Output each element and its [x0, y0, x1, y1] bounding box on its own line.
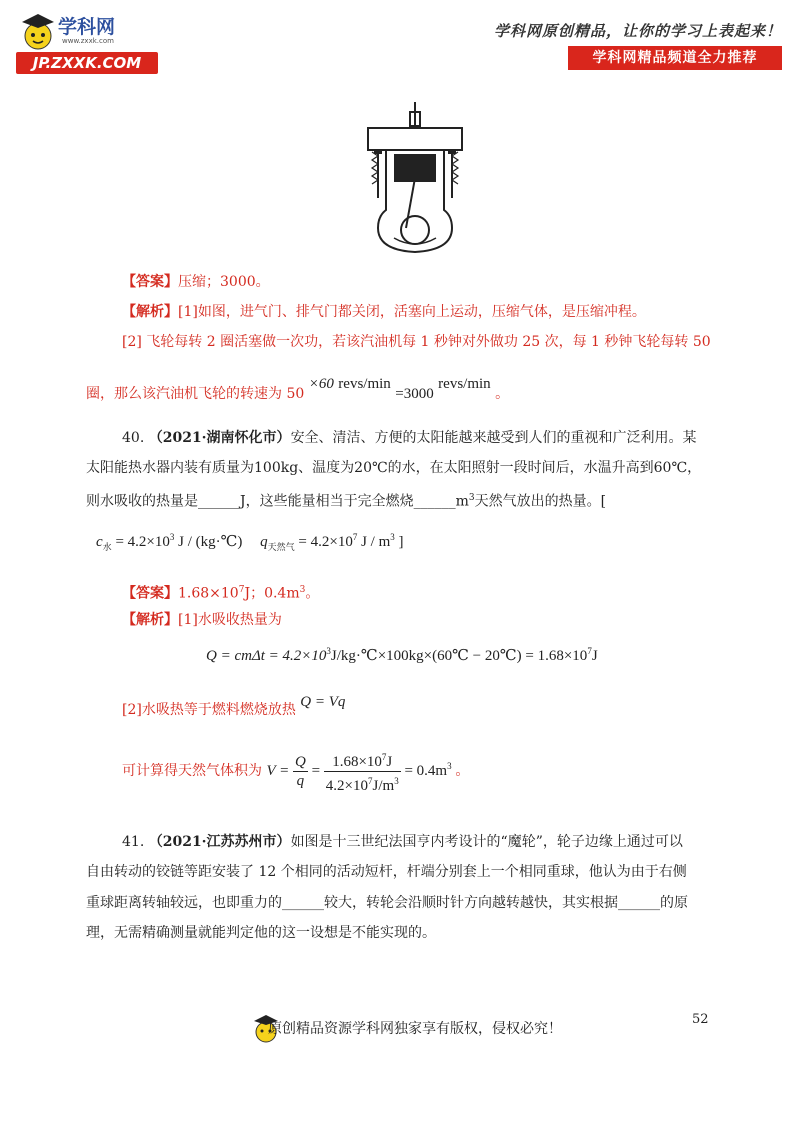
- q41-line-3: 重球距离转轴较远，也即重力的______较大，转轮会沿顺时针方向越转越快，其实根据______的原: [86, 895, 688, 911]
- answer-tag: 【答案】: [122, 585, 178, 602]
- answer-period: 。: [305, 585, 320, 602]
- formula-v-lhs: V =: [266, 763, 290, 779]
- given-c: c: [96, 534, 103, 550]
- frac-den-2-exp: 7: [368, 776, 373, 787]
- analysis-2-text: [2]水吸热等于燃料燃烧放热: [122, 702, 296, 718]
- analysis-text: [1]水吸收热量为: [178, 612, 282, 628]
- answer-exp-1: 7: [238, 585, 245, 595]
- frac-den-2-unit: J/m: [372, 778, 395, 795]
- q40-line-3a: 则水吸收的热量是______J，这些能量相当于完全燃烧______m: [86, 493, 469, 510]
- formula-q-exp-2: 7: [587, 646, 592, 656]
- answer-exp-2: 3: [299, 585, 306, 595]
- answer-value-1: 1.68×10: [178, 585, 239, 602]
- formula-q-start: Q = cmΔt = 4.2×10: [206, 648, 327, 664]
- formula-q-mid: J/kg·℃×100kg×(60℃ − 20℃) = 1.68×10: [330, 648, 588, 664]
- frac-den-2-unit-exp: 3: [394, 776, 399, 787]
- q40-analysis-3: [122, 746, 469, 795]
- fraction-q-over-q: [293, 753, 308, 790]
- question-source: （2021·江苏苏州市）: [148, 834, 291, 850]
- period: 。: [455, 763, 470, 779]
- q39-analysis-1: [122, 302, 646, 322]
- formula-unit-1: revs/min: [338, 376, 391, 392]
- period: 。: [495, 386, 510, 402]
- q39-answer: [122, 272, 270, 292]
- frac-den-2: [324, 772, 401, 795]
- question-source: （2021·湖南怀化市）: [148, 430, 291, 446]
- answer-text: 压缩；3000。: [178, 274, 270, 290]
- given-c-unit: J / (kg·℃): [178, 534, 243, 550]
- given-c-exp: 3: [169, 532, 175, 542]
- formula-result: =3000: [395, 386, 434, 402]
- formula-v-result: = 0.4m: [404, 763, 448, 779]
- frac-num-2: [324, 748, 401, 772]
- formula-vq: Q = Vq: [300, 694, 346, 710]
- q40-analysis-2: [122, 694, 346, 720]
- given-q-value: = 4.2×10: [298, 534, 353, 550]
- analysis-3-text: 可计算得天然气体积为: [122, 763, 262, 779]
- given-q: q: [260, 534, 268, 550]
- question-number: 41.: [122, 834, 145, 850]
- given-q-unit-exp: 3: [390, 532, 395, 542]
- question-text: 如图是十三世纪法国亨内考设计的“魔轮”，轮子边缘上通过可以: [290, 834, 683, 850]
- header-slogan: 学科网原创精品，让你的学习上表起来！: [493, 22, 782, 40]
- q40-analysis-1: [122, 610, 282, 630]
- given-q-sub: 天然气: [267, 542, 295, 552]
- bracket-close: ]: [398, 534, 404, 550]
- q40-line-3b: 天然气放出的热量。[: [474, 493, 607, 510]
- fraction-values: [324, 748, 401, 795]
- analysis-3-text: 圈，那么该汽油机飞轮的转速为 50: [86, 386, 305, 402]
- engine-cylinder-figure: [360, 98, 470, 260]
- q41-line-4: 理，无需精确测量就能判定他的这一设想是不能实现的。: [86, 925, 436, 941]
- frac-num-2-value: 1.68×10: [332, 754, 382, 771]
- q41-line-1: [122, 832, 683, 852]
- frac-num-1: Q: [294, 754, 306, 771]
- q39-analysis-2: [2] 飞轮每转 2 圈活塞做一次功，若该汽油机每 1 秒钟对外做功 25 次，每 1 秒钟飞轮每转 50: [122, 334, 711, 350]
- q40-answer: [122, 580, 319, 604]
- frac-den-2-value: 4.2×10: [325, 778, 368, 795]
- given-q-exp: 7: [352, 532, 358, 542]
- formula-unit-2: revs/min: [438, 376, 491, 392]
- q41-line-2: 自由转动的铰链等距安装了 12 个相同的活动短杆，杆端分别套上一个相同重球，他认为由于右侧: [86, 864, 687, 880]
- footer-copyright: 原创精品资源学科网独家享有版权，侵权必究！: [268, 1021, 562, 1037]
- answer-value-2: J；0.4m: [244, 585, 300, 602]
- formula-q-exp-1: 3: [326, 646, 331, 656]
- volume-formula: V = $\frac{Q}{q}$ = $\frac{1.68\times 10^7J}{4.2\times 10^7J/m^3}$ = $0.4m^3$: [266, 763, 455, 779]
- q40-heat-formula: [206, 646, 598, 665]
- q40-given-constants: [96, 532, 404, 553]
- q40-line-2: 太阳能热水器内装有质量为100kg、温度为20℃的水，在太阳照射一段时间后，水温升高到60℃，: [86, 460, 702, 476]
- logo-subtitle: www.zxxk.com: [62, 37, 114, 45]
- frac-num-2-exp: 7: [381, 752, 387, 763]
- given-c-value: = 4.2×10: [115, 534, 170, 550]
- question-text: 安全、清洁、方便的太阳能越来越受到人们的重视和广泛利用。某: [290, 430, 697, 446]
- logo-url: JP.ZXXK.COM: [16, 52, 158, 74]
- q40-line-3-sup: 3: [468, 493, 475, 503]
- analysis-text: [1]如图，进气门、排气门都关闭，活塞向上运动，压缩气体，是压缩冲程。: [178, 304, 646, 320]
- formula-q-unit: J: [591, 648, 598, 664]
- question-number: 40.: [122, 430, 145, 446]
- logo-title: 学科网: [58, 16, 116, 38]
- frac-num-2-unit: J: [386, 754, 393, 771]
- given-q-unit: J / m: [361, 534, 391, 550]
- answer-tag: 【答案】: [122, 274, 178, 290]
- header-tagline: 学科网精品频道全力推荐: [568, 46, 782, 70]
- q39-analysis-3: [86, 376, 510, 404]
- page-number: 52: [692, 1012, 709, 1027]
- formula-v-result-exp: 3: [447, 761, 452, 771]
- mascot-icon: [16, 10, 60, 54]
- formula-times: ×60: [308, 376, 334, 392]
- q40-line-3: [86, 488, 606, 512]
- analysis-tag: 【解析】: [122, 612, 178, 628]
- analysis-tag: 【解析】: [122, 304, 178, 320]
- given-c-sub: 水: [102, 542, 112, 552]
- q40-line-1: [122, 428, 697, 448]
- frac-den-1: q: [296, 773, 305, 790]
